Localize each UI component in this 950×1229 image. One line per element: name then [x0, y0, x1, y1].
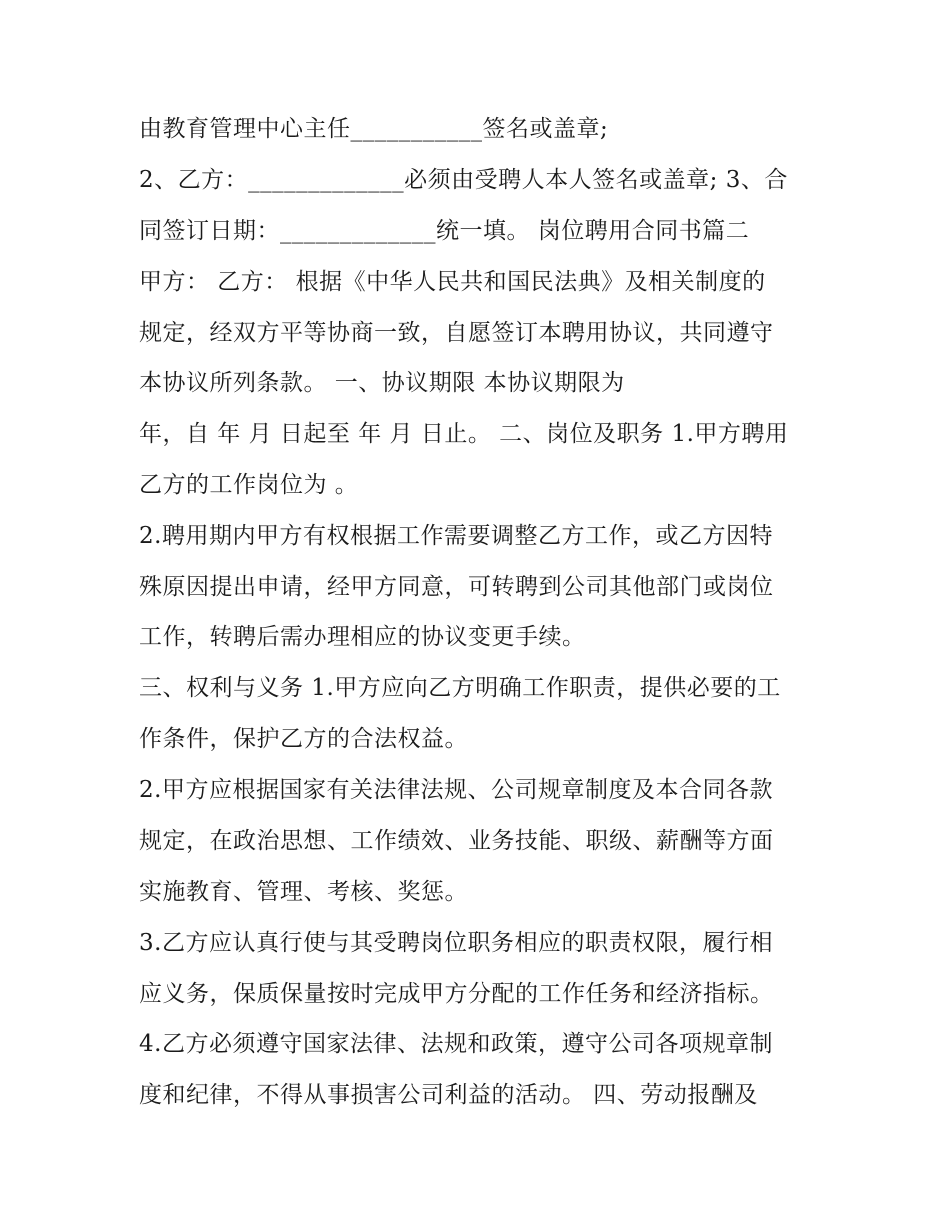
text-line: 3.乙方应认真行使与其受聘岗位职务相应的职责权限，履行相 [139, 930, 773, 956]
text-line: 本协议所列条款。 一、协议期限 本协议期限为 [139, 370, 625, 396]
text-line: 工作，转聘后需办理相应的协议变更手续。 [139, 624, 586, 650]
text-line: 甲方： 乙方： 根据《中华人民共和国民法典》及相关制度的 [139, 269, 766, 295]
text-line: 规定，在政治思想、工作绩效、业务技能、职级、薪酬等方面 [139, 828, 774, 854]
text-line: 规定，经双方平等协商一致，自愿签订本聘用协议，共同遵守 [139, 320, 774, 346]
text-line: 实施教育、管理、考核、奖惩。 [139, 879, 468, 905]
text-line: 同签订日期：_____________统一填。 岗位聘用合同书篇二 [139, 218, 750, 244]
text-line: 三、权利与义务 1.甲方应向乙方明确工作职责，提供必要的工 [139, 675, 781, 701]
text-line: 殊原因提出申请，经甲方同意，可转聘到公司其他部门或岗位 [139, 574, 774, 600]
text-line: 乙方的工作岗位为 。 [139, 472, 359, 498]
text-line: 4.乙方必须遵守国家法律、法规和政策，遵守公司各项规章制 [139, 1031, 773, 1057]
text-line: 由教育管理中心主任___________签名或盖章; [139, 116, 609, 142]
text-line: 度和纪律，不得从事损害公司利益的活动。 四、劳动报酬及 [139, 1082, 758, 1108]
text-line: 2.甲方应根据国家有关法律法规、公司规章制度及本合同各款 [139, 777, 773, 803]
text-line: 应义务，保质保量按时完成甲方分配的工作任务和经济指标。 [139, 981, 774, 1007]
text-line: 年，自 年 月 日起至 年 月 日止。 二、岗位及职务 1.甲方聘用 [139, 421, 789, 447]
text-line: 作条件，保护乙方的合法权益。 [139, 726, 468, 752]
text-line: 2、乙方：_____________必须由受聘人本人签名或盖章; 3、合 [139, 167, 788, 193]
text-line: 2.聘用期内甲方有权根据工作需要调整乙方工作，或乙方因特 [139, 523, 773, 549]
